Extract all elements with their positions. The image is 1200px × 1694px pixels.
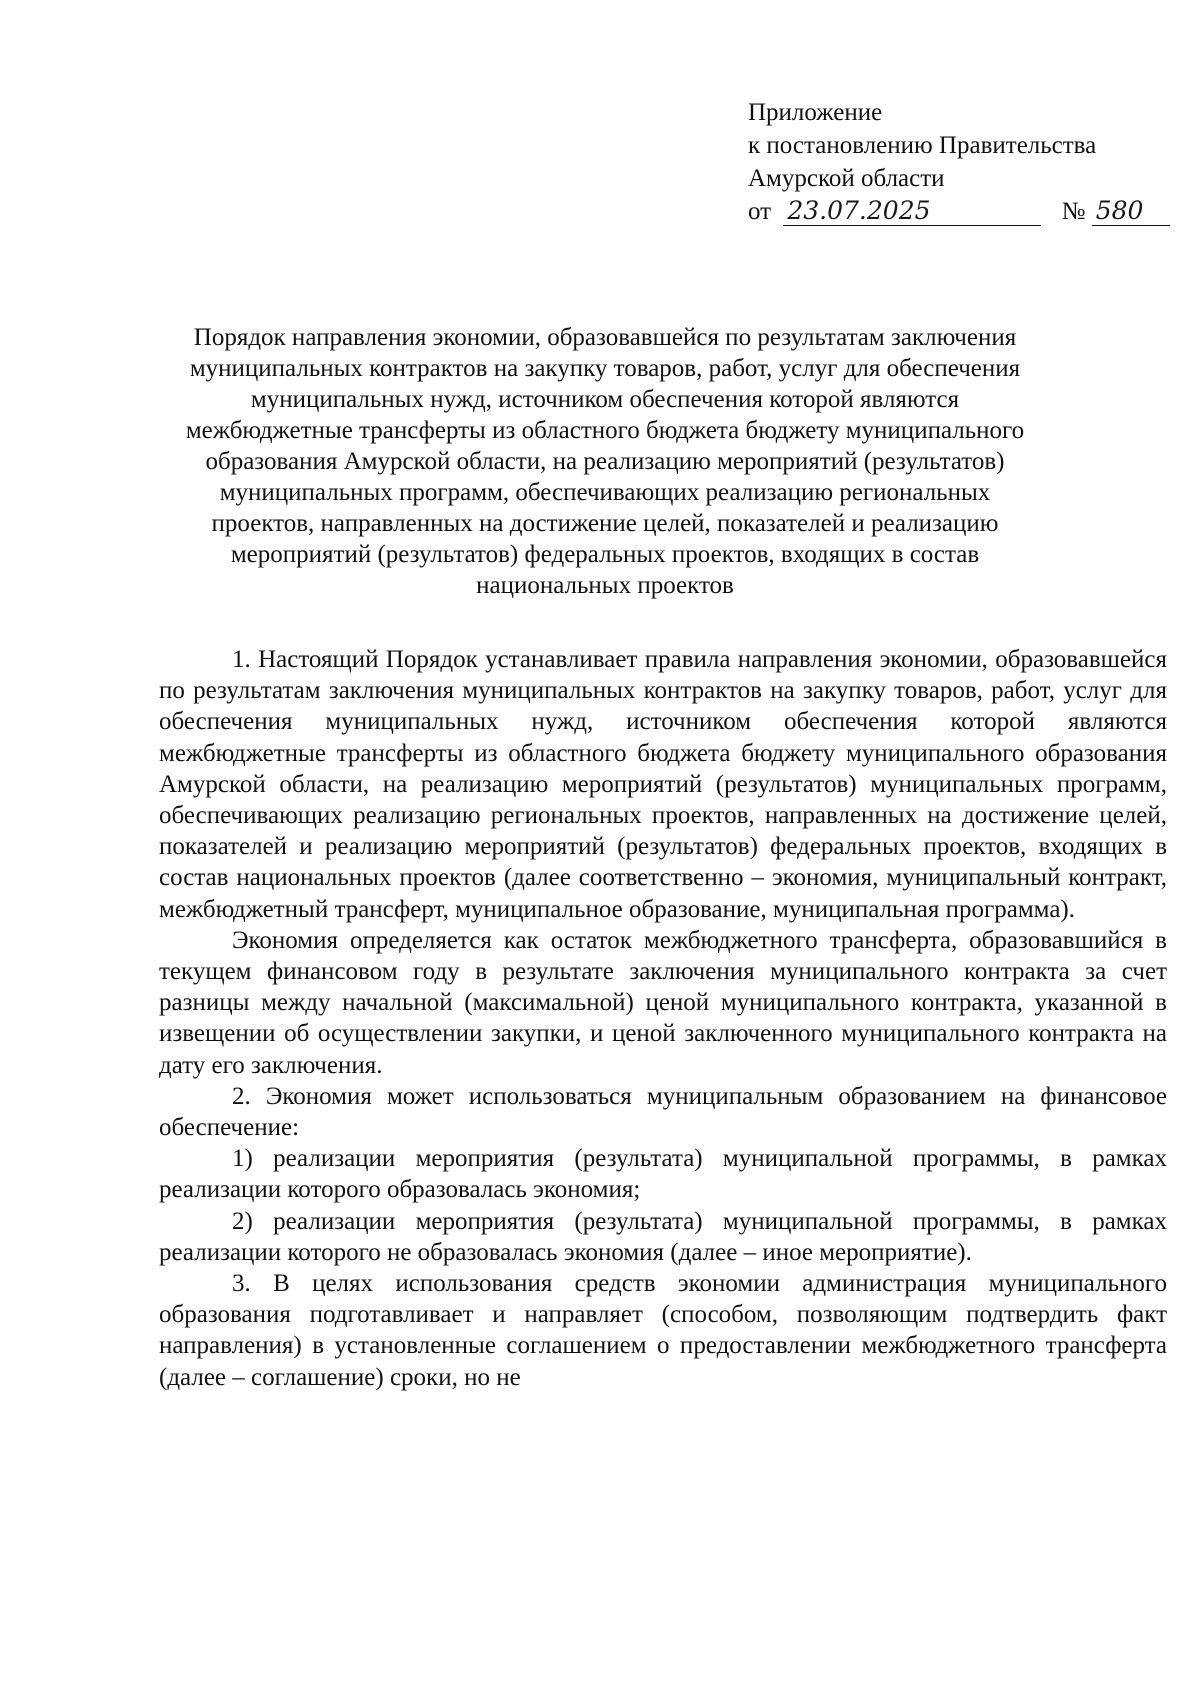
- document-body: [159, 644, 1167, 1393]
- document-title: [150, 322, 1060, 601]
- title-line: муниципальных программ, обеспечивающих реализацию региональных: [219, 479, 991, 506]
- title-line: муниципальных нужд, источником обеспечения которой являются: [250, 386, 960, 413]
- handwritten-number: 580: [1092, 197, 1170, 226]
- paragraph: Экономия определяется как остаток межбюджетного трансферта, образовавшийся в текущем финансовом году в результате заключения муниципального контракта за счет разницы между начальной (максимальной) ценой муниципального контракта, указанной в извещении об осуществлении закупки, и ценой заключенного муниципального контракта на дату его заключения.: [159, 926, 1167, 1079]
- appendix-header: [748, 96, 1168, 228]
- appendix-line: к постановлению Правительства: [748, 132, 1097, 159]
- paragraph: 1) реализации мероприятия (результата) муниципальной программы, в рамках реализации которого образовалась экономия;: [159, 1145, 1167, 1204]
- paragraph: 3. В целях использования средств экономии администрация муниципального образования подготавливает и направляет (способом, позволяющим подтвердить факт направления) в установленные соглашением о предоставлении межбюджетного трансферта (далее – соглашение) сроки, но не: [159, 1270, 1167, 1391]
- title-line: образования Амурской области, на реализацию мероприятий (результатов): [205, 448, 1005, 475]
- paragraph: 1. Настоящий Порядок устанавливает правила направления экономии, образовавшейся по результатам заключения муниципальных контрактов на закупку товаров, работ, услуг для обеспечения муниципальных нужд, источником обеспечения которой являются межбюджетные трансферты из областного бюджета бюджету муниципального образования Амурской области, на реализацию мероприятий (результатов) муниципальных программ, обеспечивающих реализацию региональных проектов, направленных на достижение целей, показателей и реализацию мероприятий (результатов) федеральных проектов, входящих в состав национальных проектов (далее соответственно – экономия, муниципальный контракт, межбюджетный трансферт, муниципальное образование, муниципальная программа).: [159, 646, 1167, 923]
- appendix-line: Амурской области: [748, 165, 945, 192]
- title-line: мероприятий (результатов) федеральных проектов, входящих в состав: [230, 541, 980, 568]
- title-line: национальных проектов: [476, 572, 734, 599]
- title-line: проектов, направленных на достижение целей, показателей и реализацию: [211, 510, 999, 537]
- paragraph: 2. Экономия может использоваться муниципальным образованием на финансовое обеспечение:: [159, 1082, 1167, 1142]
- title-line: муниципальных контрактов на закупку товаров, работ, услуг для обеспечения: [189, 355, 1021, 382]
- paragraph: 2) реализации мероприятия (результата) муниципальной программы, в рамках реализации которого не образовалась экономия (далее – иное мероприятие).: [159, 1207, 1167, 1266]
- date-prefix: от: [748, 198, 772, 225]
- title-line: Порядок направления экономии, образовавшейся по результатам заключения: [193, 324, 1017, 351]
- handwritten-date: 23.07.2025: [783, 197, 1041, 226]
- title-line: межбюджетные трансферты из областного бюджета бюджету муниципального: [185, 417, 1025, 444]
- number-prefix: №: [1061, 198, 1086, 225]
- date-number-line: [748, 195, 1168, 228]
- appendix-line: Приложение: [748, 99, 883, 126]
